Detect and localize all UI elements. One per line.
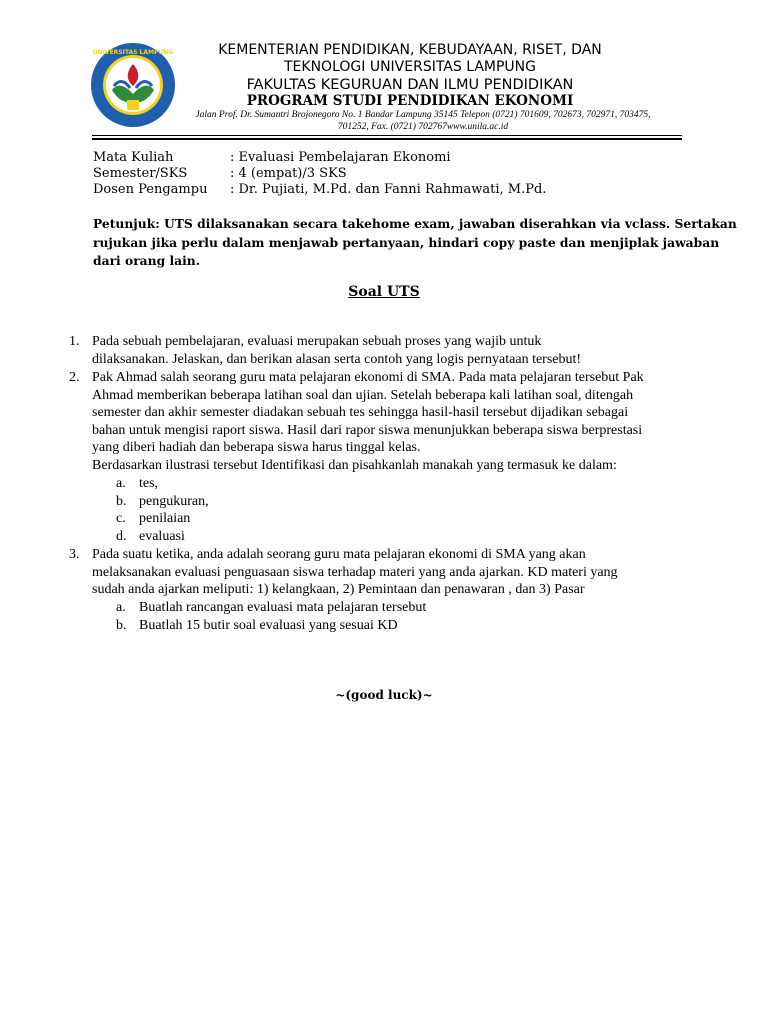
subitem-text: evaluasi [139,529,185,544]
header-ministry-line: KEMENTERIAN PENDIDIKAN, KEBUDAYAAN, RISET, DAN [218,42,602,58]
instructions-line-2: rujukan jika perlu dalam menjawab pertanyaan, hindari copy paste dan menjiplak jawaban [93,235,720,250]
closing-good-luck: ~(good luck)~ [335,688,433,702]
university-logo [90,42,176,128]
question-3-line-1: Pada suatu ketika, anda adalah seorang guru mata pelajaran ekonomi di SMA yang akan [92,547,586,562]
info-value: : Dr. Pujiati, M.Pd. dan Fanni Rahmawati, M.Pd. [230,182,547,197]
question-2-line-4: bahan untuk mengisi raport siswa. Hasil dari rapor siswa menunjukkan beberapa siswa berprestasi [92,423,643,438]
subitem-letter: b. [116,494,127,509]
subitem-letter: c. [116,511,126,526]
question-number: 3. [69,547,80,562]
question-number: 2. [69,370,80,385]
question-2-line-3: semester dan akhir semester diadakan sebuah tes sehingga hasil-hasil tersebut dijadikan sebagai [92,405,629,420]
subitem-text: tes, [139,476,159,491]
exam-title: Soal UTS [348,284,420,300]
info-value: : 4 (empat)/3 SKS [230,166,347,181]
info-label: Dosen Pengampu [93,182,208,197]
instructions-line-1: Petunjuk: UTS dilaksanakan secara takehome exam, jawaban diserahkan via vclass. Sertakan [93,216,737,231]
question-2-line-6: Berdasarkan ilustrasi tersebut Identifikasi dan pisahkanlah manakah yang termasuk ke dalam: [92,458,617,473]
question-1-line-2: dilaksanakan. Jelaskan, dan berikan alasan serta contoh yang logis pernyataan tersebut! [92,352,582,367]
instructions-line-3: dari orang lain. [93,253,200,268]
question-2-line-1: Pak Ahmad salah seorang guru mata pelajaran ekonomi di SMA. Pada mata pelajaran tersebut Pak [92,370,644,385]
subitem-letter: a. [116,600,126,615]
subitem-letter: b. [116,618,127,633]
subitem-text: penilaian [139,511,191,526]
header-address-line-2: 701252, Fax. (0721) 702767www.unila.ac.id [337,122,509,132]
header-faculty-line: FAKULTAS KEGURUAN DAN ILMU PENDIDIKAN [246,77,574,93]
subitem-text: Buatlah 15 butir soal evaluasi yang sesuai KD [139,618,398,633]
header-university-line: TEKNOLOGI UNIVERSITAS LAMPUNG [284,59,536,75]
question-2-line-2: Ahmad memberikan beberapa latihan soal dan ujian. Setelah beberapa kali latihan soal, ditengah [92,388,634,403]
info-label: Mata Kuliah [93,150,174,165]
header-divider-thick [92,138,682,140]
subitem-letter: d. [116,529,127,544]
header-program-line: PROGRAM STUDI PENDIDIKAN EKONOMI [246,93,574,109]
logo-text: UNIVERSITAS LAMPUNG [92,49,174,56]
question-2-line-5: yang diberi hadiah dan beberapa siswa harus tinggal kelas. [92,440,421,455]
subitem-text: pengukuran, [139,494,209,509]
header-divider-thin [92,135,682,136]
question-3-line-3: sudah anda ajarkan meliputi: 1) kelangkaan, 2) Pemintaan dan penawaran , dan 3) Pasar [92,582,585,597]
header-address-line-1: Jalan Prof. Dr. Sumantri Brojonegoro No. 1 Bandar Lampung 35145 Telepon (0721) 701609, 702673, 702971, 703475, [195,110,651,120]
question-1-line-1: Pada sebuah pembelajaran, evaluasi merupakan sebuah proses yang wajib untuk [92,334,542,349]
question-number: 1. [69,334,80,349]
info-label: Semester/SKS [93,166,188,181]
subitem-text: Buatlah rancangan evaluasi mata pelajaran tersebut [139,600,427,615]
info-value: : Evaluasi Pembelajaran Ekonomi [230,150,451,165]
question-3-line-2: melaksanakan evaluasi penguasaan siswa terhadap materi yang anda ajarkan. KD materi yang [92,565,618,580]
subitem-letter: a. [116,476,126,491]
